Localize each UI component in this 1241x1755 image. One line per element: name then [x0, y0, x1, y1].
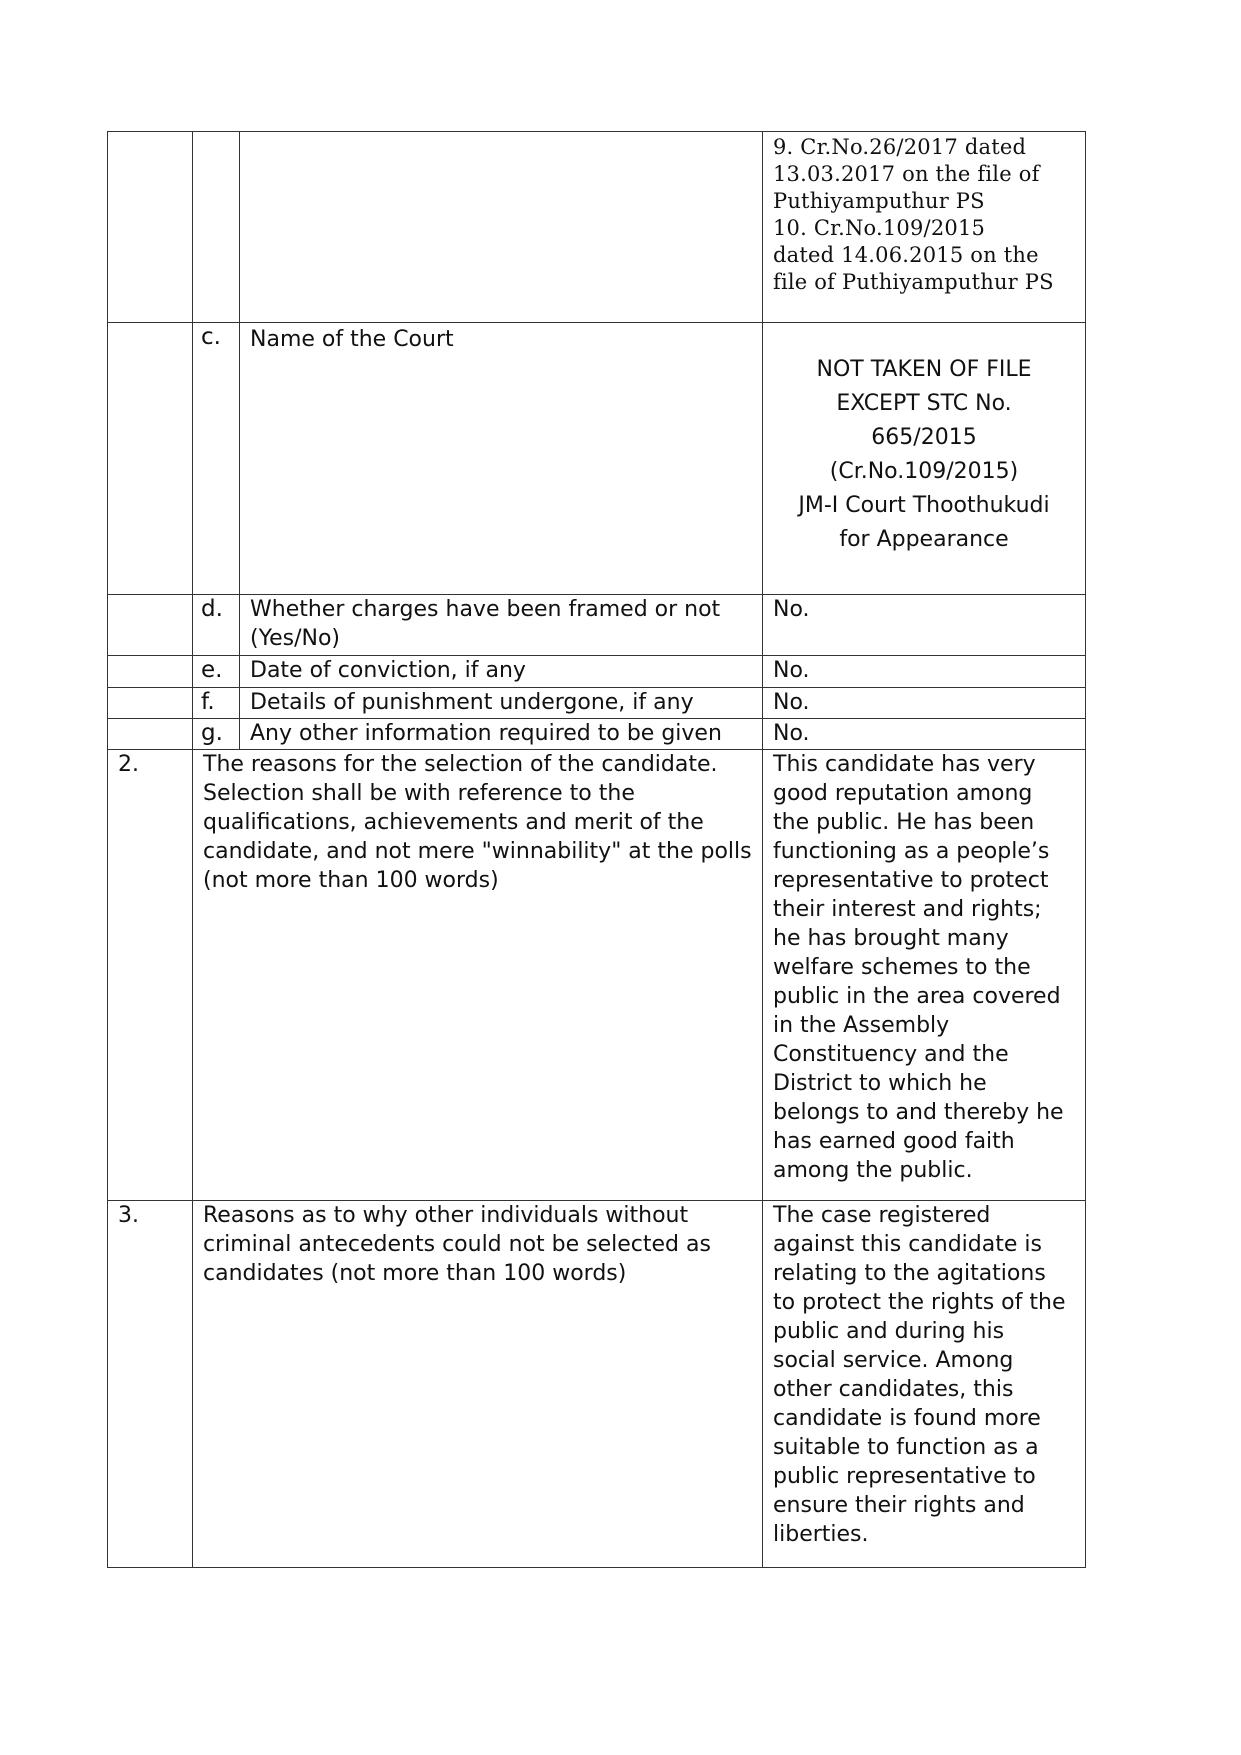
response-line: representative to protect — [773, 868, 1049, 893]
description-line: Selection shall be with reference to the — [203, 781, 635, 806]
description-line: candidate, and not mere "winnability" at the polls — [203, 839, 752, 864]
response-line: public and during his — [773, 1319, 1005, 1344]
sub-label: g. — [193, 719, 240, 750]
table-row-e — [108, 656, 1086, 688]
serial-cell — [108, 323, 193, 595]
table-row-d — [108, 595, 1086, 656]
court-name-cell — [763, 323, 1086, 595]
table-row-3 — [108, 1201, 1086, 1568]
case-line: file of Puthiyamputhur PS — [773, 270, 1054, 294]
court-line: JM-I Court Thoothukudi — [798, 493, 1050, 518]
response-cell: No. — [763, 595, 1086, 656]
response-line: among the public. — [773, 1158, 973, 1183]
table-row-f — [108, 688, 1086, 719]
description-line: candidates (not more than 100 words) — [203, 1261, 627, 1286]
table-row-case-list — [108, 132, 1086, 323]
case-line: 13.03.2017 on the file of — [773, 162, 1040, 186]
sub-label: c. — [193, 323, 240, 595]
table-row-2 — [108, 750, 1086, 1201]
case-line: 9. Cr.No.26/2017 dated — [773, 135, 1027, 159]
case-list-cell — [763, 132, 1086, 323]
response-line: belongs to and thereby he — [773, 1100, 1064, 1125]
description-cell: Date of conviction, if any — [240, 656, 763, 688]
description-line: The reasons for the selection of the candidate. — [203, 752, 718, 777]
response-line: functioning as a people’s — [773, 839, 1050, 864]
serial-number: 2. — [108, 750, 193, 1201]
description-line: Whether charges have been framed or not — [250, 597, 721, 622]
response-line: public representative to — [773, 1464, 1036, 1489]
description-cell — [193, 750, 763, 1201]
selection-reason-cell — [763, 750, 1086, 1201]
court-line: (Cr.No.109/2015) — [829, 459, 1019, 484]
sub-label: f. — [193, 688, 240, 719]
case-line: Puthiyamputhur PS — [773, 189, 985, 213]
description-cell: Name of the Court — [240, 323, 763, 595]
serial-cell — [108, 132, 193, 323]
description-cell: Any other information required to be given — [240, 719, 763, 750]
sub-label: d. — [193, 595, 240, 656]
response-line: has earned good faith — [773, 1129, 1015, 1154]
response-line: candidate is found more — [773, 1406, 1041, 1431]
description-cell — [240, 595, 763, 656]
description-line: (Yes/No) — [250, 626, 341, 651]
criminal-antecedents-table — [107, 131, 1086, 1568]
response-line: The case registered — [773, 1203, 991, 1228]
response-line: ensure their rights and — [773, 1493, 1025, 1518]
other-candidates-reason-cell — [763, 1201, 1086, 1568]
court-line: EXCEPT STC No. — [836, 391, 1012, 416]
response-cell: No. — [763, 719, 1086, 750]
court-line: for Appearance — [839, 527, 1009, 552]
description-line: Reasons as to why other individuals without — [203, 1203, 689, 1228]
response-line: the public. He has been — [773, 810, 1035, 835]
description-line: (not more than 100 words) — [203, 868, 499, 893]
case-line: dated 14.06.2015 on the — [773, 243, 1039, 267]
court-line: NOT TAKEN OF FILE — [816, 357, 1032, 382]
response-line: he has brought many — [773, 926, 1009, 951]
response-line: good reputation among — [773, 781, 1033, 806]
response-line: Constituency and the — [773, 1042, 1009, 1067]
response-line: District to which he — [773, 1071, 987, 1096]
sub-cell — [193, 132, 240, 323]
court-line: 665/2015 — [871, 425, 977, 450]
response-cell: No. — [763, 688, 1086, 719]
response-line: in the Assembly — [773, 1013, 950, 1038]
description-cell — [193, 1201, 763, 1568]
response-line: other candidates, this — [773, 1377, 1014, 1402]
description-line: criminal antecedents could not be selected as — [203, 1232, 711, 1257]
response-line: their interest and rights; — [773, 897, 1042, 922]
response-line: public in the area covered — [773, 984, 1061, 1009]
response-line: social service. Among — [773, 1348, 1014, 1373]
sub-label: e. — [193, 656, 240, 688]
serial-cell — [108, 595, 193, 656]
serial-cell — [108, 656, 193, 688]
response-line: liberties. — [773, 1522, 869, 1547]
response-line: This candidate has very — [773, 752, 1036, 777]
response-line: suitable to function as a — [773, 1435, 1039, 1460]
case-line: 10. Cr.No.109/2015 — [773, 216, 986, 240]
response-line: to protect the rights of the — [773, 1290, 1066, 1315]
table-row-g — [108, 719, 1086, 750]
serial-cell — [108, 688, 193, 719]
response-line: welfare schemes to the — [773, 955, 1031, 980]
description-cell: Details of punishment undergone, if any — [240, 688, 763, 719]
description-cell — [240, 132, 763, 323]
response-cell: No. — [763, 656, 1086, 688]
serial-number: 3. — [108, 1201, 193, 1568]
description-line: qualifications, achievements and merit of the — [203, 810, 704, 835]
response-line: relating to the agitations — [773, 1261, 1046, 1286]
serial-cell — [108, 719, 193, 750]
response-line: against this candidate is — [773, 1232, 1042, 1257]
table-row-c — [108, 323, 1086, 595]
